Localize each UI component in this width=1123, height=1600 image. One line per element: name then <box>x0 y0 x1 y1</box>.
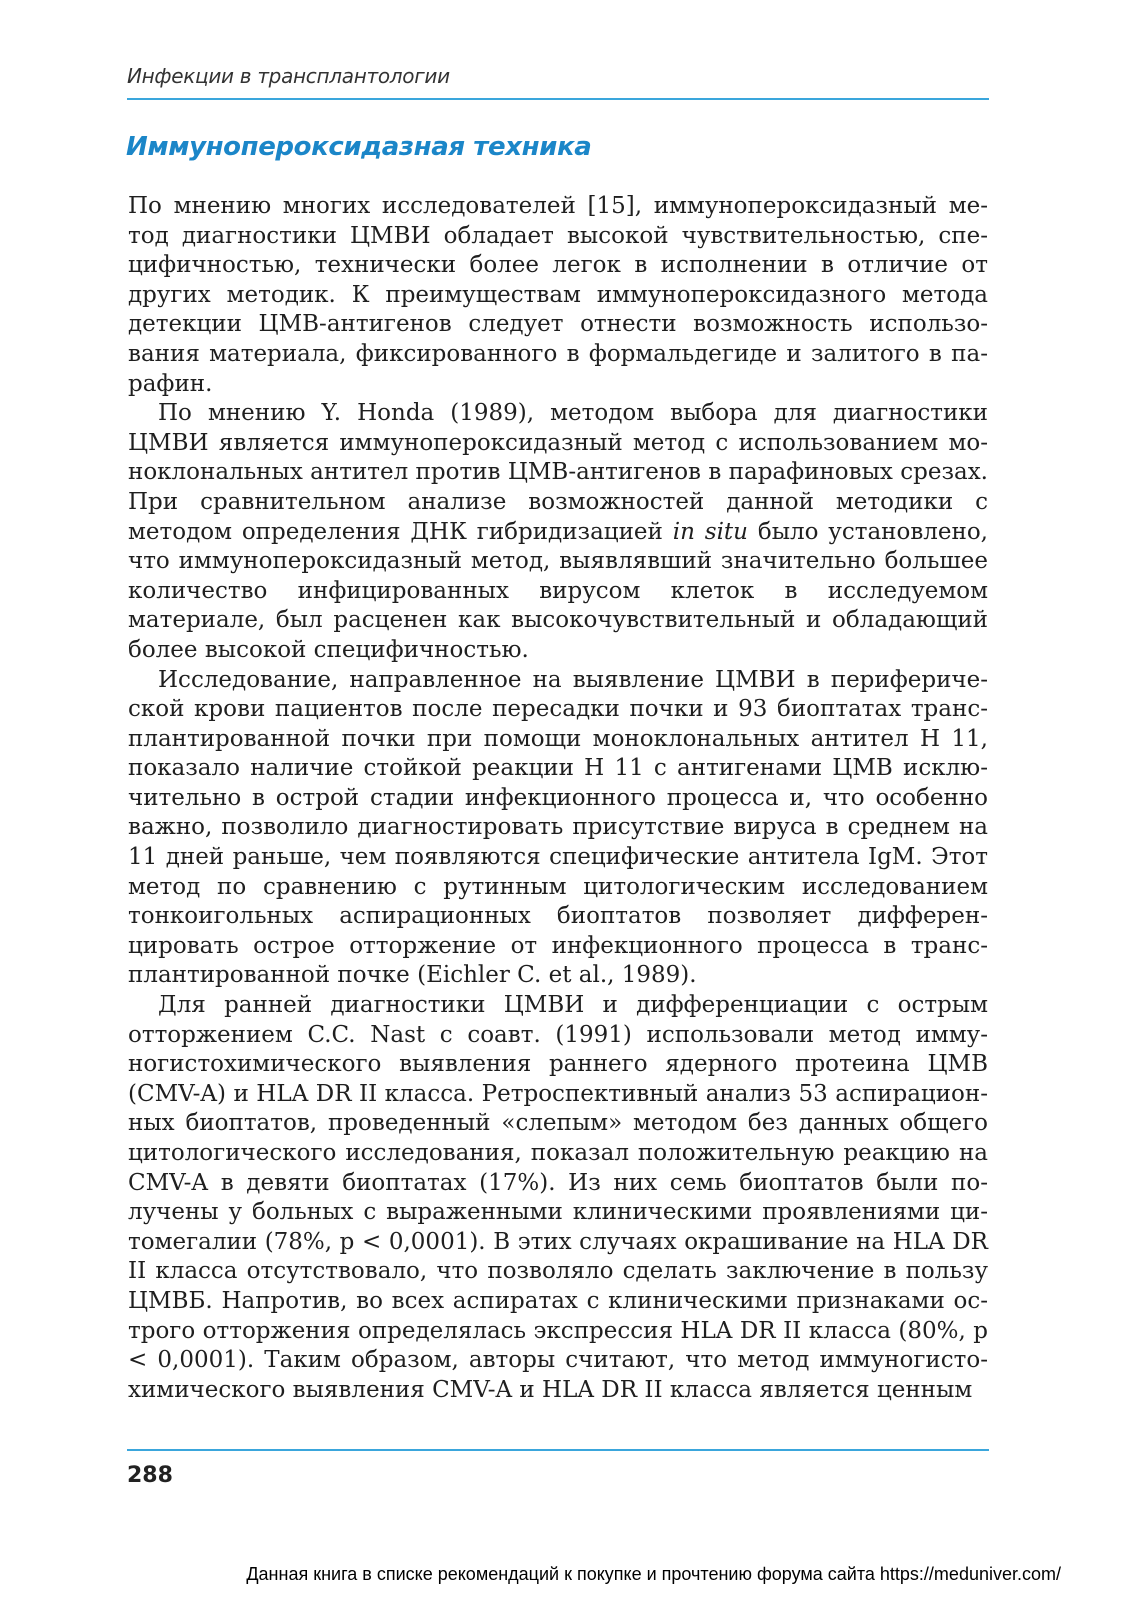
paragraph-4: Для ранней диагностики ЦМВИ и дифференциации с острым отторжением C.C. Nast с соавт. (1991) использовали метод иммуногистохимического выявления раннего ядерного протеина ЦМВ (CMV-A) и HLA DR II класса. Ретроспективный анализ 53 аспирационных биоптатов, проведенный «слепым» методом без данных общего цитологического исследования, показал положительную реакцию на CMV-A в девяти биоптатах (17%). Из них семь биоптатов были получены у больных с выраженными клиническими проявлениями цитомегалии (78%, р < 0,0001). В этих случаях окрашивание на HLA DR II класса отсутствовало, что позволяло сделать заключение в пользу ЦМВБ. Напротив, во всех аспиратах с клиническими признаками острого отторжения определялась экспрессия HLA DR II класса (80%, р < 0,0001). Таким образом, авторы считают, что метод иммуногистохимического выявления CMV-A и HLA DR II класса является ценным <box>128 992 988 1403</box>
page-number: 288 <box>127 1463 173 1488</box>
paragraph-2-start: По мнению Y. Honda (1989), методом выбора для диагностики ЦМВИ является иммунопероксидазный метод с использованием моноклональных антител против ЦМВ-антигенов в парафиновых срезах. При сравнительном анализе возможностей данной методики с методом определения ДНК гибридизацией <box>128 400 988 545</box>
italic-term-in-situ: in situ <box>672 518 748 545</box>
section-title: Иммунопероксидазная техника <box>126 132 592 162</box>
paragraph-2-end: было установлено, что иммунопероксидазный метод, выявлявший значительно большее количество инфицированных вирусом клеток в исследуемом материале, был расценен как высокочувствительный и обладающий более высокой специфичностью. <box>128 518 988 663</box>
paragraph-2 <box>128 399 988 665</box>
footer-rule <box>127 1449 989 1451</box>
running-head: Инфекции в трансплантологии <box>127 64 450 88</box>
body-text <box>128 192 988 1405</box>
header-rule <box>127 98 989 100</box>
paragraph-3: Исследование, направленное на выявление ЦМВИ в периферической крови пациентов после пересадки почки и 93 биоптатах трансплантированной почки при помощи моноклональных антител Н 11, показало наличие стойкой реакции Н 11 с антигенами ЦМВ исключительно в острой стадии инфекционного процесса и, что особенно важно, позволило диагностировать присутствие вируса в среднем на 11 дней раньше, чем появляются специфические антитела IgM. Этот метод по сравнению с рутинным цитологическим исследованием тонкоигольных аспирационных биоптатов позволяет дифференцировать острое отторжение от инфекционного процесса в трансплантированной почке (Eichler C. et al., 1989). <box>128 666 988 989</box>
paragraph-1: По мнению многих исследователей [15], иммунопероксидазный метод диагностики ЦМВИ обладает высокой чувствительностью, специфичностью, технически более легок в исполнении в отличие от других методик. К преимуществам иммунопероксидазного метода детекции ЦМВ-антигенов следует отнести возможность использования материала, фиксированного в формальдегиде и залитого в парафин. <box>128 193 988 397</box>
footer-note: Данная книга в списке рекомендаций к покупке и прочтению форума сайта https://meduniver.com/ <box>246 1564 1061 1584</box>
